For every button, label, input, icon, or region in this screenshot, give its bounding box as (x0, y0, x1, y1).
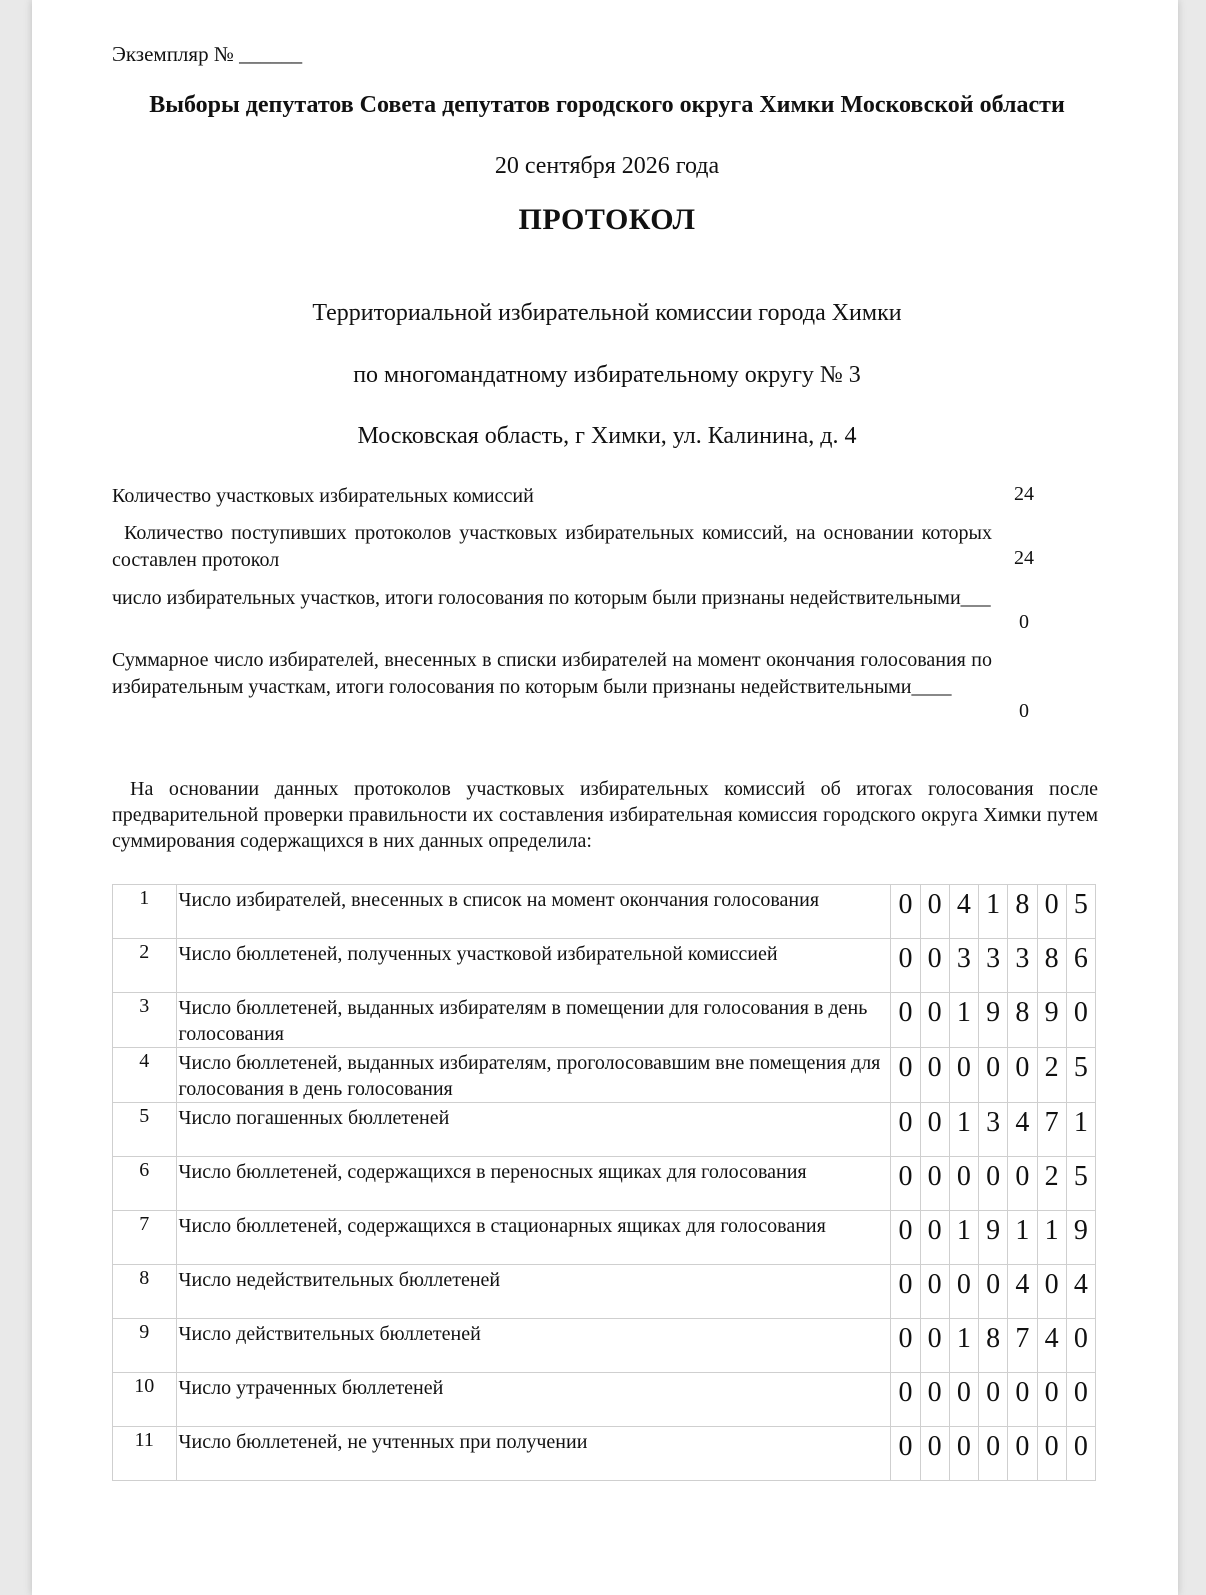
table-row (113, 1373, 1096, 1427)
stat-label: Количество поступивших протоколов участковых избирательных комиссий, на основании которых составлен протокол (112, 522, 992, 571)
digit-cell: 8 (979, 1319, 1008, 1373)
digit-cell: 0 (920, 1373, 949, 1427)
digit-cell: 1 (949, 1319, 978, 1373)
stat-label: Суммарное число избирателей, внесенных в списки избирателей на момент окончания голосования по избирательным участкам, итоги голосования по которым были признаны недействительными____ (112, 649, 992, 698)
digit-cell: 0 (891, 1373, 920, 1427)
digit-cell: 5 (1066, 885, 1095, 939)
digit-cell: 3 (979, 939, 1008, 993)
row-label: Число бюллетеней, не учтенных при получении (176, 1427, 891, 1481)
row-number: 10 (113, 1373, 177, 1427)
digit-cell: 8 (1037, 939, 1066, 993)
protocol-heading: ПРОТОКОЛ (518, 203, 696, 236)
row-label: Число избирателей, внесенных в список на момент окончания голосования (176, 885, 891, 939)
digit-cell: 0 (979, 1427, 1008, 1481)
digit-cell: 0 (949, 1427, 978, 1481)
table-row (113, 885, 1096, 939)
row-number: 4 (113, 1048, 177, 1103)
digit-cell: 7 (1037, 1103, 1066, 1157)
commission-name: Территориальной избирательной комиссии города Химки (312, 300, 902, 326)
stat-label: Количество участковых избирательных комиссий (112, 485, 534, 507)
row-number: 2 (113, 939, 177, 993)
row-number: 6 (113, 1157, 177, 1211)
digit-cell: 4 (1008, 1265, 1037, 1319)
stat-value: 24 (1014, 483, 1034, 505)
digit-cell: 0 (949, 1265, 978, 1319)
digit-cell: 0 (1037, 1265, 1066, 1319)
digit-cell: 0 (949, 1157, 978, 1211)
digit-cell: 0 (920, 1103, 949, 1157)
digit-cell: 5 (1066, 1157, 1095, 1211)
digit-cell: 0 (920, 1157, 949, 1211)
digit-cell: 0 (920, 1319, 949, 1373)
digit-cell: 0 (920, 993, 949, 1048)
digit-cell: 0 (891, 885, 920, 939)
digit-cell: 0 (949, 1373, 978, 1427)
digit-cell: 0 (891, 1048, 920, 1103)
table-row (113, 939, 1096, 993)
table-row (113, 1319, 1096, 1373)
digit-cell: 1 (949, 993, 978, 1048)
digit-cell: 4 (1037, 1319, 1066, 1373)
digit-cell: 0 (891, 993, 920, 1048)
row-number: 5 (113, 1103, 177, 1157)
digit-cell: 0 (920, 1265, 949, 1319)
digit-cell: 9 (979, 993, 1008, 1048)
document-title: Выборы депутатов Совета депутатов городского округа Химки Московской области (149, 92, 1065, 118)
stat-value: 0 (1019, 611, 1029, 633)
row-number: 8 (113, 1265, 177, 1319)
row-label: Число бюллетеней, содержащихся в переносных ящиках для голосования (176, 1157, 891, 1211)
digit-cell: 0 (1037, 1373, 1066, 1427)
row-label: Число погашенных бюллетеней (176, 1103, 891, 1157)
digit-cell: 2 (1037, 1048, 1066, 1103)
row-number: 7 (113, 1211, 177, 1265)
digit-cell: 0 (1008, 1157, 1037, 1211)
row-label: Число бюллетеней, выданных избирателям, проголосовавшим вне помещения для голосования в день голосования (176, 1048, 891, 1103)
digit-cell: 0 (1037, 885, 1066, 939)
table-row (113, 1103, 1096, 1157)
election-date: 20 сентября 2026 года (494, 153, 720, 179)
digit-cell: 0 (1066, 1373, 1095, 1427)
digit-cell: 0 (920, 1211, 949, 1265)
intro-paragraph: На основании данных протоколов участковых избирательных комиссий об итогах голосования после предварительной проверки правильности их составления избирательная комиссия городского округа Химки путем суммирования содержащихся в них данных определила: (112, 778, 1098, 852)
digit-cell: 3 (979, 1103, 1008, 1157)
digit-cell: 0 (1066, 1319, 1095, 1373)
digit-cell: 0 (1008, 1373, 1037, 1427)
digit-cell: 0 (1037, 1427, 1066, 1481)
digit-cell: 0 (891, 1427, 920, 1481)
digit-cell: 0 (949, 1048, 978, 1103)
row-number: 3 (113, 993, 177, 1048)
digit-cell: 6 (1066, 939, 1095, 993)
row-label: Число действительных бюллетеней (176, 1319, 891, 1373)
digit-cell: 9 (1066, 1211, 1095, 1265)
digit-cell: 0 (891, 1103, 920, 1157)
table-row (113, 1427, 1096, 1481)
copy-number: Экземпляр № ______ (112, 42, 303, 66)
digit-cell: 1 (1037, 1211, 1066, 1265)
commission-address: Московская область, г Химки, ул. Калинина, д. 4 (357, 423, 857, 449)
digit-cell: 4 (949, 885, 978, 939)
row-number: 11 (113, 1427, 177, 1481)
digit-cell: 0 (891, 939, 920, 993)
row-label: Число бюллетеней, выданных избирателям в помещении для голосования в день голосования (176, 993, 891, 1048)
digit-cell: 0 (920, 885, 949, 939)
digit-cell: 1 (1066, 1103, 1095, 1157)
digit-cell: 9 (1037, 993, 1066, 1048)
stat-value: 24 (1014, 547, 1034, 569)
digit-cell: 8 (1008, 993, 1037, 1048)
table-row (113, 993, 1096, 1048)
digit-cell: 0 (1008, 1427, 1037, 1481)
digit-cell: 2 (1037, 1157, 1066, 1211)
digit-cell: 0 (1008, 1048, 1037, 1103)
digit-cell: 0 (979, 1373, 1008, 1427)
row-label: Число недействительных бюллетеней (176, 1265, 891, 1319)
table-row (113, 1265, 1096, 1319)
digit-cell: 0 (891, 1211, 920, 1265)
digit-cell: 9 (979, 1211, 1008, 1265)
digit-cell: 1 (979, 885, 1008, 939)
table-row (113, 1157, 1096, 1211)
digit-cell: 0 (979, 1265, 1008, 1319)
stat-value: 0 (1019, 700, 1029, 722)
digit-cell: 7 (1008, 1319, 1037, 1373)
digit-cell: 3 (1008, 939, 1037, 993)
row-number: 1 (113, 885, 177, 939)
digit-cell: 8 (1008, 885, 1037, 939)
digit-cell: 3 (949, 939, 978, 993)
district-name: по многомандатному избирательному округу № 3 (353, 362, 861, 388)
digit-cell: 0 (920, 1427, 949, 1481)
digit-cell: 0 (891, 1265, 920, 1319)
row-label: Число бюллетеней, содержащихся в стационарных ящиках для голосования (176, 1211, 891, 1265)
table-row (113, 1211, 1096, 1265)
row-number: 9 (113, 1319, 177, 1373)
digit-cell: 0 (920, 939, 949, 993)
stat-label: число избирательных участков, итоги голосования по которым были признаны недействительными___ (112, 587, 991, 609)
digit-cell: 4 (1008, 1103, 1037, 1157)
digit-cell: 0 (1066, 993, 1095, 1048)
row-label: Число бюллетеней, полученных участковой избирательной комиссией (176, 939, 891, 993)
digit-cell: 5 (1066, 1048, 1095, 1103)
document-page (32, 0, 1178, 1595)
digit-cell: 1 (949, 1211, 978, 1265)
digit-cell: 1 (1008, 1211, 1037, 1265)
row-label: Число утраченных бюллетеней (176, 1373, 891, 1427)
digit-cell: 0 (920, 1048, 949, 1103)
digit-cell: 1 (949, 1103, 978, 1157)
digit-cell: 0 (979, 1157, 1008, 1211)
digit-cell: 4 (1066, 1265, 1095, 1319)
digit-cell: 0 (891, 1319, 920, 1373)
digit-cell: 0 (891, 1157, 920, 1211)
table-row (113, 1048, 1096, 1103)
results-table (112, 884, 1096, 1481)
digit-cell: 0 (1066, 1427, 1095, 1481)
digit-cell: 0 (979, 1048, 1008, 1103)
